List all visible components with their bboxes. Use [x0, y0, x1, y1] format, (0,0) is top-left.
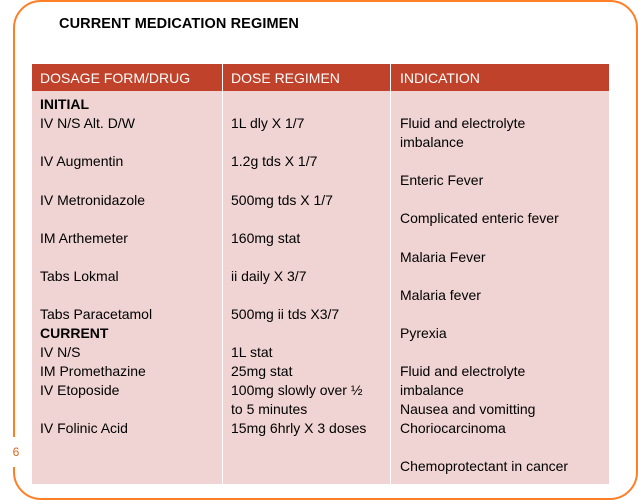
indication-cell: Fluid and electrolyte	[400, 115, 526, 131]
drug-cell: IV Folinic Acid	[40, 420, 128, 436]
table-header-row	[32, 64, 609, 91]
slide-page-number: 6	[0, 437, 32, 467]
indication-cell: Complicated enteric fever	[400, 210, 559, 226]
indication-cell: imbalance	[400, 134, 464, 150]
drug-cell: IV Metronidazole	[40, 192, 146, 208]
header-indication: INDICATION	[400, 70, 480, 86]
indication-cell: Fluid and electrolyte	[400, 363, 526, 379]
dose-cell: 1L stat	[231, 344, 273, 360]
dose-cell: ii daily X 3/7	[231, 268, 307, 284]
indication-cell: Malaria fever	[400, 287, 481, 303]
section-label-current: CURRENT	[40, 325, 109, 341]
indication-cell: imbalance	[400, 382, 464, 398]
indication-cell: Enteric Fever	[400, 172, 484, 188]
dose-cell: 500mg ii tds X3/7	[231, 306, 340, 322]
drug-cell: IM Arthemeter	[40, 230, 128, 246]
dose-cell: 500mg tds X 1/7	[231, 192, 333, 208]
indication-cell: Chemoprotectant in cancer	[400, 458, 569, 474]
column-divider	[222, 64, 223, 484]
medication-table	[32, 64, 609, 484]
header-dose-regimen: DOSE REGIMEN	[231, 70, 340, 86]
drug-cell: Tabs Lokmal	[40, 268, 119, 284]
column-divider	[390, 64, 391, 484]
drug-cell: IV Etoposide	[40, 382, 120, 398]
drug-cell: Tabs Paracetamol	[40, 306, 153, 322]
drug-cell: IV N/S	[40, 344, 81, 360]
dose-cell: 25mg stat	[231, 363, 293, 379]
drug-cell: IM Promethazine	[40, 363, 146, 379]
drug-cell: IV Augmentin	[40, 153, 124, 169]
drug-cell: IV N/S Alt. D/W	[40, 115, 135, 131]
dose-cell: 1L dly X 1/7	[231, 115, 305, 131]
slide-title: CURRENT MEDICATION REGIMEN	[59, 16, 299, 32]
indication-cell: Malaria Fever	[400, 249, 486, 265]
dose-cell: 160mg stat	[231, 230, 301, 246]
indication-cell: Nausea and vomitting	[400, 401, 536, 417]
dose-cell: 100mg slowly over ½	[231, 382, 363, 398]
dose-cell: 1.2g tds X 1/7	[231, 153, 318, 169]
section-label-initial: INITIAL	[40, 96, 89, 112]
indication-cell: Pyrexia	[400, 325, 447, 341]
header-dosage-form-drug: DOSAGE FORM/DRUG	[40, 70, 191, 86]
indication-cell: Choriocarcinoma	[400, 420, 506, 436]
dose-cell: 15mg 6hrly X 3 doses	[231, 420, 367, 436]
dose-cell: to 5 minutes	[231, 401, 308, 417]
